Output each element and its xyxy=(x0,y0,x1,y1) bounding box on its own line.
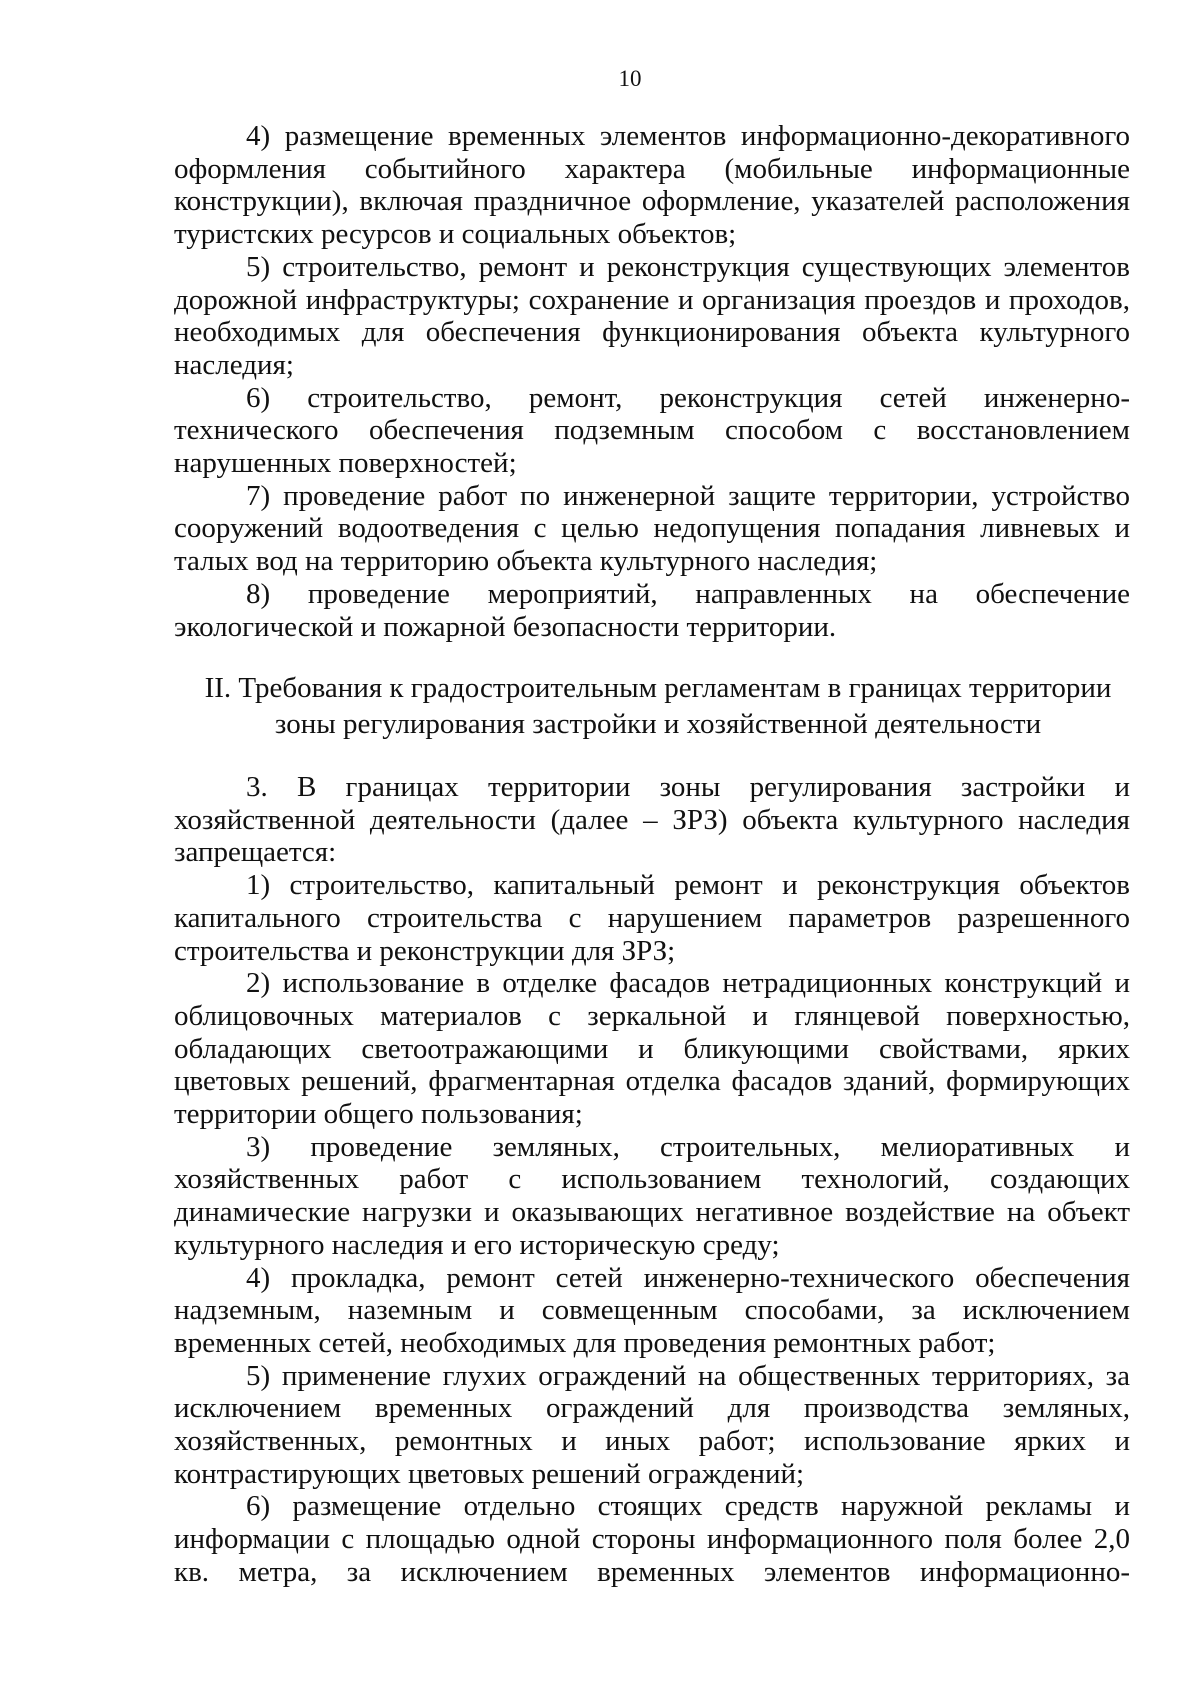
list-item: 4) размещение временных элементов информационно-декоративного оформления событийного характера (мобильные информационные конструкции), включая праздничное оформление, указателей расположения туристских ресурсов и социальных объектов; xyxy=(174,120,1130,251)
list-item: 7) проведение работ по инженерной защите территории, устройство сооружений водоотведения с целью недопущения попадания ливневых и талых вод на территорию объекта культурного наследия; xyxy=(174,479,1130,578)
list-item: 8) проведение мероприятий, направленных на обеспечение экологической и пожарной безопасности территории. xyxy=(174,577,1130,643)
list-item: 6) размещение отдельно стоящих средств наружной рекламы и информации с площадью одной стороны информационного поля более 2,0 кв. метра, за исключением временных элементов информационно- xyxy=(174,1490,1130,1588)
list-item: 3) проведение земляных, строительных, мелиоративных и хозяйственных работ с использованием технологий, создающих динамические нагрузки и оказывающих негативное воздействие на объект культурного наследия и его историческую среду; xyxy=(174,1130,1130,1261)
list-item: 4) прокладка, ремонт сетей инженерно-технического обеспечения надземным, наземным и совмещенным способами, за исключением временных сетей, необходимых для проведения ремонтных работ; xyxy=(174,1261,1130,1359)
section-heading-line: зоны регулирования застройки и хозяйственной деятельности xyxy=(274,708,1042,740)
permitted-works-list xyxy=(174,120,1130,643)
section-heading xyxy=(190,670,1126,742)
page-number: 10 xyxy=(618,66,642,91)
list-item: 1) строительство, капитальный ремонт и реконструкция объектов капитального строительства с нарушением параметров разрешенного строительства и реконструкции для ЗРЗ; xyxy=(174,869,1130,967)
zrz-prohibitions xyxy=(174,771,1130,1589)
list-item: 5) строительство, ремонт и реконструкция существующих элементов дорожной инфраструктуры; сохранение и организация проездов и проходов, необходимых для обеспечения функционирования объекта культурного наследия; xyxy=(174,250,1130,381)
list-item: 6) строительство, ремонт, реконструкция сетей инженерно-технического обеспечения подземным способом с восстановлением нарушенных поверхностей; xyxy=(174,381,1130,480)
section-heading-line: II. Требования к градостроительным регламентам в границах территории xyxy=(204,672,1112,704)
list-item: 2) использование в отделке фасадов нетрадиционных конструкций и облицовочных материалов с зеркальной и глянцевой поверхностью, обладающих светоотражающими и бликующими свойствами, ярких цветовых решений, фрагментарная отделка фасадов зданий, формирующих территории общего пользования; xyxy=(174,967,1130,1131)
clause-3-intro: 3. В границах территории зоны регулирования застройки и хозяйственной деятельности (далее – ЗРЗ) объекта культурного наследия запрещается: xyxy=(174,771,1130,869)
list-item: 5) применение глухих ограждений на общественных территориях, за исключением временных ограждений для производства земляных, хозяйственных, ремонтных и иных работ; использование ярких и контрастирующих цветовых решений ограждений; xyxy=(174,1359,1130,1490)
